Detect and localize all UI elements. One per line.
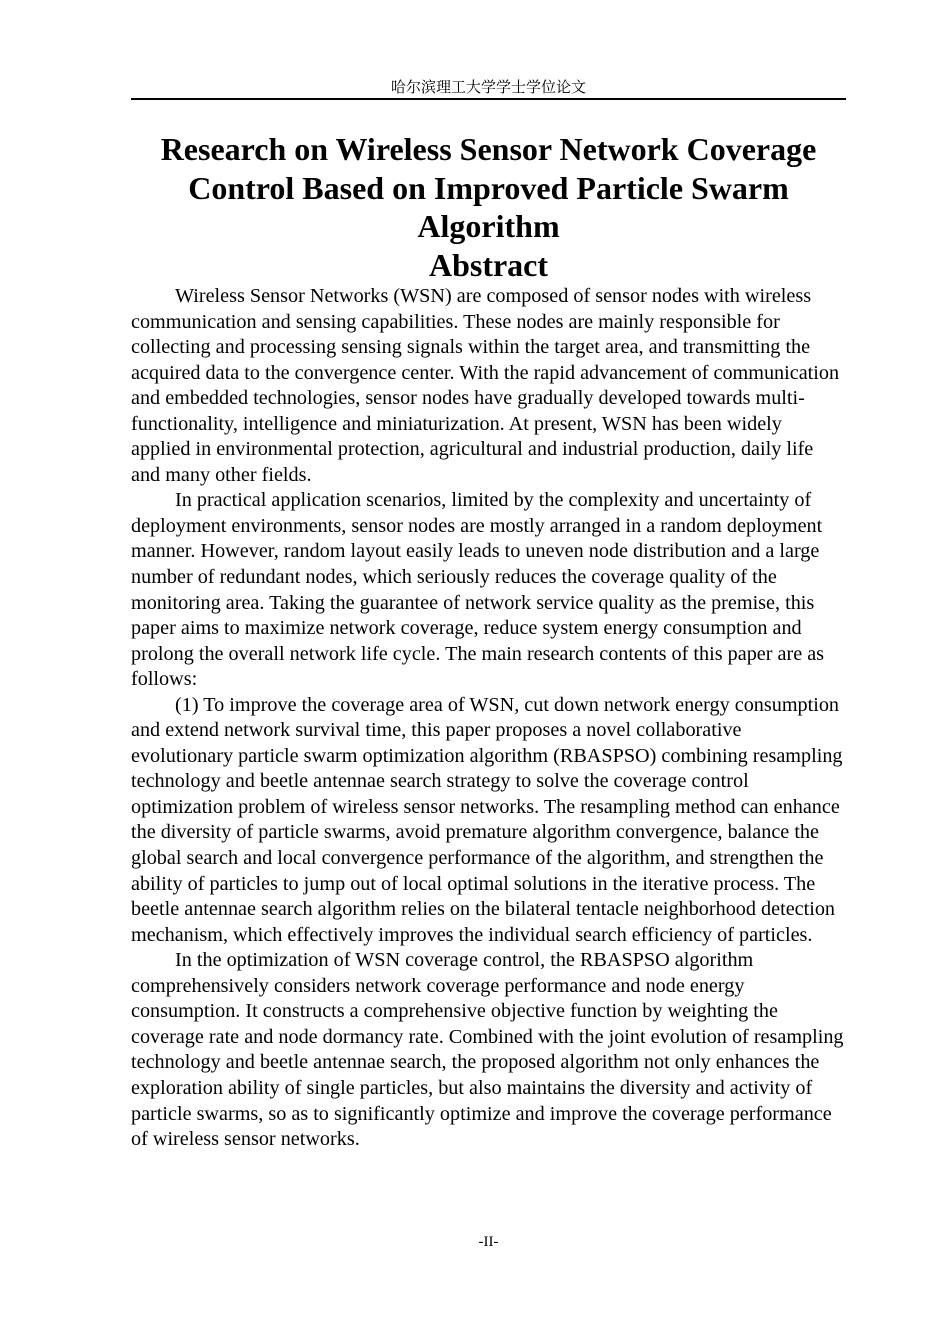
abstract-paragraph-3: (1) To improve the coverage area of WSN, cut down network energy consumption and extend network survival time, this paper proposes a novel collaborative evolutionary particle swarm optimization algorithm (RBASPSO) combining resampling technology and beetle antennae search strategy to solve the coverage control optimization problem of wireless sensor networks. The resampling method can enhance the diversity of particle swarms, avoid premature algorithm convergence, balance the global search and local convergence performance of the algorithm, and strengthen the ability of particles to jump out of local optimal solutions in the iterative process. The beetle antennae search algorithm relies on the bilateral tentacle neighborhood detection mechanism, which effectively improves the individual search efficiency of particles. bbox=[131, 693, 843, 946]
document-page bbox=[131, 0, 846, 1342]
abstract-paragraph-4: In the optimization of WSN coverage control, the RBASPSO algorithm comprehensively considers network coverage performance and node energy consumption. It constructs a comprehensive objective function by weighting the coverage rate and node dormancy rate. Combined with the joint evolution of resampling technology and beetle antennae search, the proposed algorithm not only enhances the exploration ability of single particles, but also maintains the diversity and activity of particle swarms, so as to significantly optimize and improve the coverage performance of wireless sensor networks. bbox=[131, 949, 844, 1151]
abstract-paragraph-1: Wireless Sensor Networks (WSN) are composed of sensor nodes with wireless communication and sensing capabilities. These nodes are mainly responsible for collecting and processing sensing signals within the target area, and transmitting the acquired data to the convergence center. With the rapid advancement of communication and embedded technologies, sensor nodes have gradually developed towards multi-functionality, intelligence and miniaturization. At present, WSN has been widely applied in environmental protection, agricultural and industrial production, daily life and many other fields. bbox=[131, 285, 840, 486]
running-header: 哈尔滨理工大学学士学位论文 bbox=[390, 78, 586, 96]
abstract-heading: Abstract bbox=[428, 247, 549, 283]
header-rule bbox=[131, 98, 846, 100]
thesis-title: Research on Wireless Sensor Network Coverage Control Based on Improved Particle Swarm Algorithm bbox=[160, 131, 817, 244]
page-number: -II- bbox=[478, 1234, 499, 1250]
abstract-paragraph-2: In practical application scenarios, limited by the complexity and uncertainty of deployment environments, sensor nodes are mostly arranged in a random deployment manner. However, random layout easily leads to uneven node distribution and a large number of redundant nodes, which seriously reduces the coverage quality of the monitoring area. Taking the guarantee of network service quality as the premise, this paper aims to maximize network coverage, reduce system energy consumption and prolong the overall network life cycle. The main research contents of this paper are as follows: bbox=[131, 489, 825, 691]
abstract-body bbox=[131, 284, 846, 1153]
